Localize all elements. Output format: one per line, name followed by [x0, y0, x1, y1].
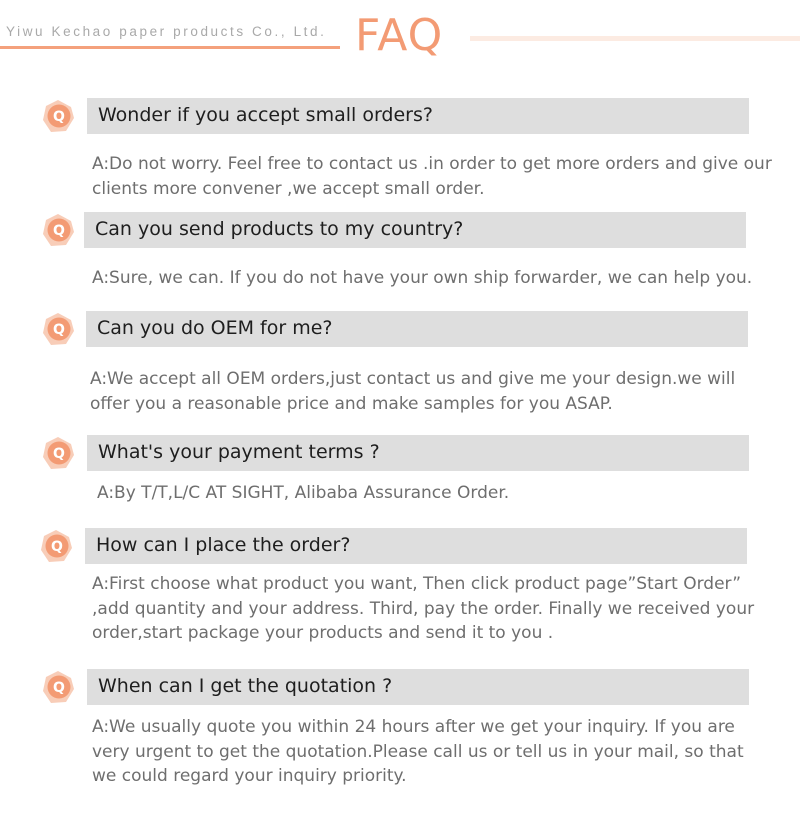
svg-text:Q: Q — [53, 446, 65, 462]
company-name: Yiwu Kechao paper products Co., Ltd. — [6, 24, 327, 39]
answer-text: A:We usually quote you within 24 hours after we get your inquiry. If you are very urgent to get the quotation.Please call us or tell us in your mail, so that we could regard your inquiry priority. — [92, 717, 744, 786]
header-rule-left — [0, 46, 340, 49]
question-bar — [86, 311, 748, 347]
question-text: What's your payment terms ? — [98, 441, 380, 463]
answer-text: A:First choose what product you want, Then click product page”Start Order” ,add quantity and your address. Third, pay the order. Finally we received your order,start package your products and send it to you . — [92, 574, 755, 643]
svg-text:Q: Q — [53, 680, 65, 696]
answer-text: A:Do not worry. Feel free to contact us .in order to get more orders and give our clients more convener ,we accept small order. — [92, 154, 772, 199]
question-text: When can I get the quotation ? — [98, 675, 393, 697]
header-rule-right — [470, 36, 800, 41]
question-text: Can you do OEM for me? — [97, 317, 333, 339]
svg-text:Q: Q — [53, 322, 65, 338]
question-text: Can you send products to my country? — [95, 218, 464, 240]
answer-text: A:Sure, we can. If you do not have your own ship forwarder, we can help you. — [92, 268, 753, 288]
question-bar — [87, 98, 749, 134]
answer-text: A:By T/T,L/C AT SIGHT, Alibaba Assurance Order. — [97, 483, 510, 503]
question-bar — [87, 669, 749, 705]
q-badge-icon — [40, 98, 76, 134]
q-badge-icon — [40, 669, 76, 705]
svg-text:Q: Q — [53, 223, 65, 239]
svg-text:Q: Q — [53, 109, 65, 125]
q-badge-icon — [40, 212, 76, 248]
question-bar — [84, 212, 746, 248]
q-badge-icon — [40, 311, 76, 347]
question-bar — [87, 435, 749, 471]
answer-text: A:We accept all OEM orders,just contact us and give me your design.we will offer you a reasonable price and make samples for you ASAP. — [90, 369, 736, 414]
question-text: Wonder if you accept small orders? — [98, 104, 433, 126]
q-badge-icon — [38, 528, 74, 564]
svg-text:Q: Q — [51, 539, 63, 555]
q-badge-icon — [40, 435, 76, 471]
question-text: How can I place the order? — [96, 534, 351, 556]
question-bar — [85, 528, 747, 564]
page-title: FAQ — [355, 10, 444, 61]
